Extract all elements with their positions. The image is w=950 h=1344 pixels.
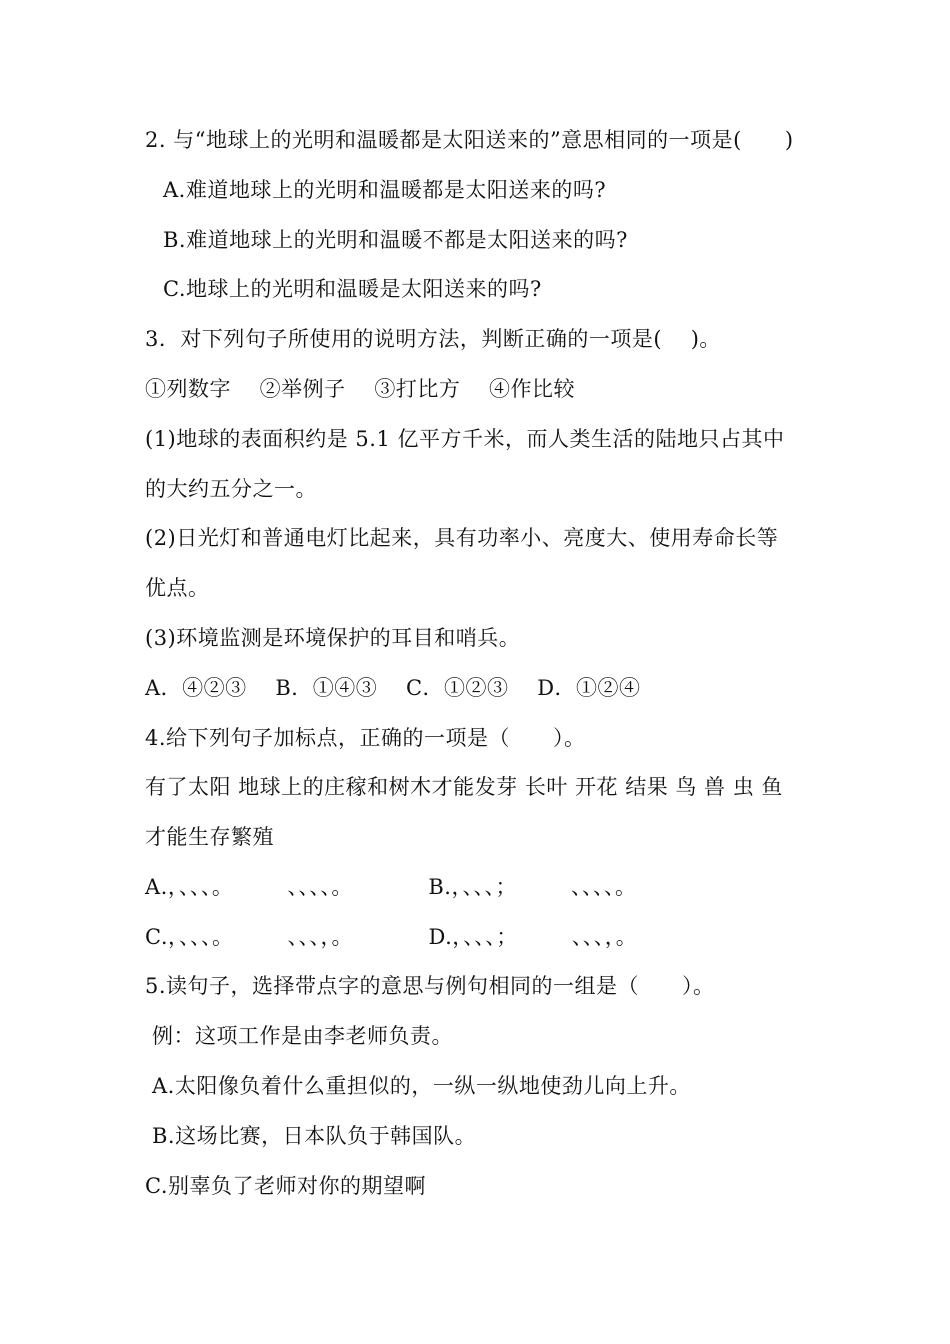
q5-option-a: A.太阳像负着什么重担似的，一纵一纵地使劲儿向上升。 — [152, 1074, 691, 1098]
q5-option-b: B.这场比赛，日本队负于韩国队。 — [152, 1124, 477, 1148]
q3-sentence-3: (3)环境监测是环境保护的耳目和哨兵。 — [145, 626, 521, 650]
q4-options-row-2: C.，、、、。 、、、，。 D.，、、、； 、、、，。 — [145, 925, 638, 949]
q2-option-c: C.地球上的光明和温暖是太阳送来的吗? — [163, 277, 542, 301]
q4-stem: 4.给下列句子加标点，正确的一项是（ ）。 — [145, 726, 586, 750]
q4-sentence-line-2: 才能生存繁殖 — [145, 825, 274, 849]
q3-methods: ①列数字 ②举例子 ③打比方 ④作比较 — [145, 377, 576, 401]
q4-sentence-line-1: 有了太阳 地球上的庄稼和树木才能发芽 长叶 开花 结果 鸟 兽 虫 鱼 — [145, 775, 783, 799]
q2-stem: 2. 与“地球上的光明和温暖都是太阳送来的”意思相同的一项是( ) — [145, 128, 794, 152]
q3-options: A．④②③ B．①④③ C．①②③ D．①②④ — [145, 676, 641, 700]
q3-sentence-2-line-1: (2)日光灯和普通电灯比起来，具有功率小、亮度大、使用寿命长等 — [145, 526, 779, 550]
q5-stem: 5.读句子，选择带点字的意思与例句相同的一组是（ ）。 — [145, 974, 715, 998]
q5-option-c: C.别辜负了老师对你的期望啊 — [145, 1174, 426, 1198]
q3-sentence-1-line-1: (1)地球的表面积约是 5.1 亿平方千米，而人类生活的陆地只占其中 — [145, 427, 785, 451]
q3-stem: 3．对下列句子所使用的说明方法，判断正确的一项是( )。 — [145, 327, 721, 351]
q3-sentence-2-line-2: 优点。 — [145, 576, 210, 600]
q4-options-row-1: A.，、、、。 、、、、。 B.，、、、； 、、、、。 — [145, 875, 637, 899]
q5-example: 例：这项工作是由李老师负责。 — [152, 1024, 453, 1048]
q2-option-b: B.难道地球上的光明和温暖不都是太阳送来的吗? — [163, 228, 628, 252]
q2-option-a: A.难道地球上的光明和温暖都是太阳送来的吗? — [163, 178, 607, 202]
q3-sentence-1-line-2: 的大约五分之一。 — [145, 477, 317, 501]
